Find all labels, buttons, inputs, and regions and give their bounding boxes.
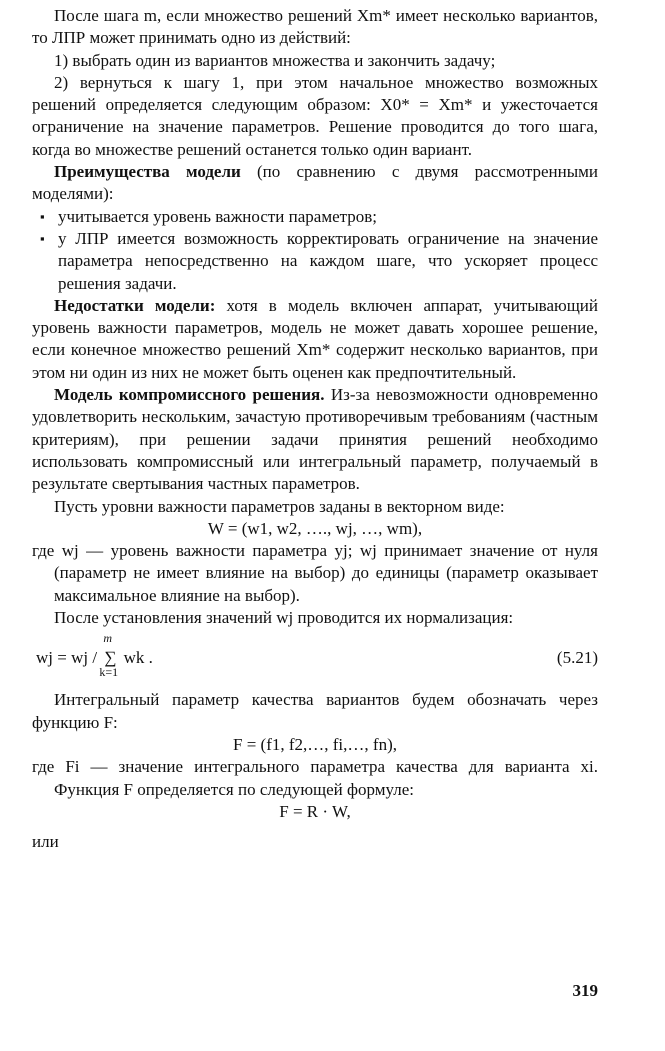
paragraph-integral-param: Интегральный параметр качества вариантов будем обозначать через функцию F: xyxy=(32,690,598,732)
sum-symbol: ∑ m k=1 xyxy=(99,631,119,680)
page-number: 319 xyxy=(572,981,598,1000)
advantages-heading: Преимущества модели xyxy=(54,162,241,182)
formula-w-vector: W = (w1, w2, …., wj, …, wm), xyxy=(207,518,423,538)
sum-lower-limit: k=1 xyxy=(99,665,119,680)
disadvantages-heading: Недостатки модели: xyxy=(54,295,216,315)
advantages-list xyxy=(32,206,598,295)
paragraph-or: или xyxy=(32,832,59,852)
paragraph-advantages xyxy=(32,161,598,206)
advantages-text: (по сравнению с двумя рассмотренными моделями): xyxy=(32,162,599,204)
paragraph-where-fi: где Fi — значение интегрального параметра качества для варианта xi. Функция F определяется по следующей формуле: xyxy=(32,757,598,799)
paragraph-option-2: 2) вернуться к шагу 1, при этом начальное множество возможных решений определяется следующим образом: X0* = Xm* и ужесточается ограничение на значение параметров. Решение проводится до того шага, когда во множестве решений останется только один вариант. xyxy=(32,72,598,159)
compromise-heading: Модель компромиссного решения. xyxy=(54,385,325,405)
paragraph-compromise-model xyxy=(32,384,598,495)
paragraph-option-1: 1) выбрать один из вариантов множества и закончить задачу; xyxy=(54,50,496,70)
paragraph-where-wj: где wj — уровень важности параметра yj; wj принимает значение от нуля (параметр не имеет влияние на выбор) до единицы (параметр оказывает максимальное влияние на выбор). xyxy=(32,541,598,605)
paragraph-disadvantages xyxy=(32,295,598,384)
equation-lhs: wj = wj / xyxy=(36,648,98,668)
list-item: ▪ учитывается уровень важности параметров; xyxy=(32,206,598,228)
disadvantages-text: хотя в модель включен аппарат, учитывающий уровень важности параметров, модель не может давать хорошее решение, если конечное множество решений Xm* содержит несколько вариантов, при этом ни один из них не может быть оценен как предпочтительный. xyxy=(32,295,598,382)
paragraph-step-m: После шага m, если множество решений Xm* имеет несколько вариантов, то ЛПР может принимать одно из действий: xyxy=(32,6,598,48)
sum-upper-limit: m xyxy=(103,631,112,646)
equation-number: (5.21) xyxy=(556,648,598,668)
paragraph-normalization: После установления значений wj проводится их нормализация: xyxy=(54,608,514,628)
equation-rhs: wk . xyxy=(123,648,153,668)
equation-body xyxy=(36,631,153,680)
formula-f-vector: F = (f1, f2,…, fi,…, fn), xyxy=(233,734,397,754)
document-page xyxy=(32,5,598,853)
equation-5-21 xyxy=(32,631,598,682)
paragraph-vector: Пусть уровни важности параметров заданы в векторном виде: xyxy=(54,496,505,516)
compromise-text: Из-за невозможности одновременно удовлетворить нескольким, зачастую противоречивым требованиям (частным критериям), при решении задачи принятия решений необходимо использовать компромиссный или интегральный параметр, получаемый в результате свертывания частных параметров. xyxy=(32,385,598,494)
list-item: ▪ у ЛПР имеется возможность корректировать ограничение на значение параметра непосредственно на каждом шаге, что ускоряет процесс решения задачи. xyxy=(32,228,598,295)
formula-f-rw: F = R · W, xyxy=(279,801,351,821)
